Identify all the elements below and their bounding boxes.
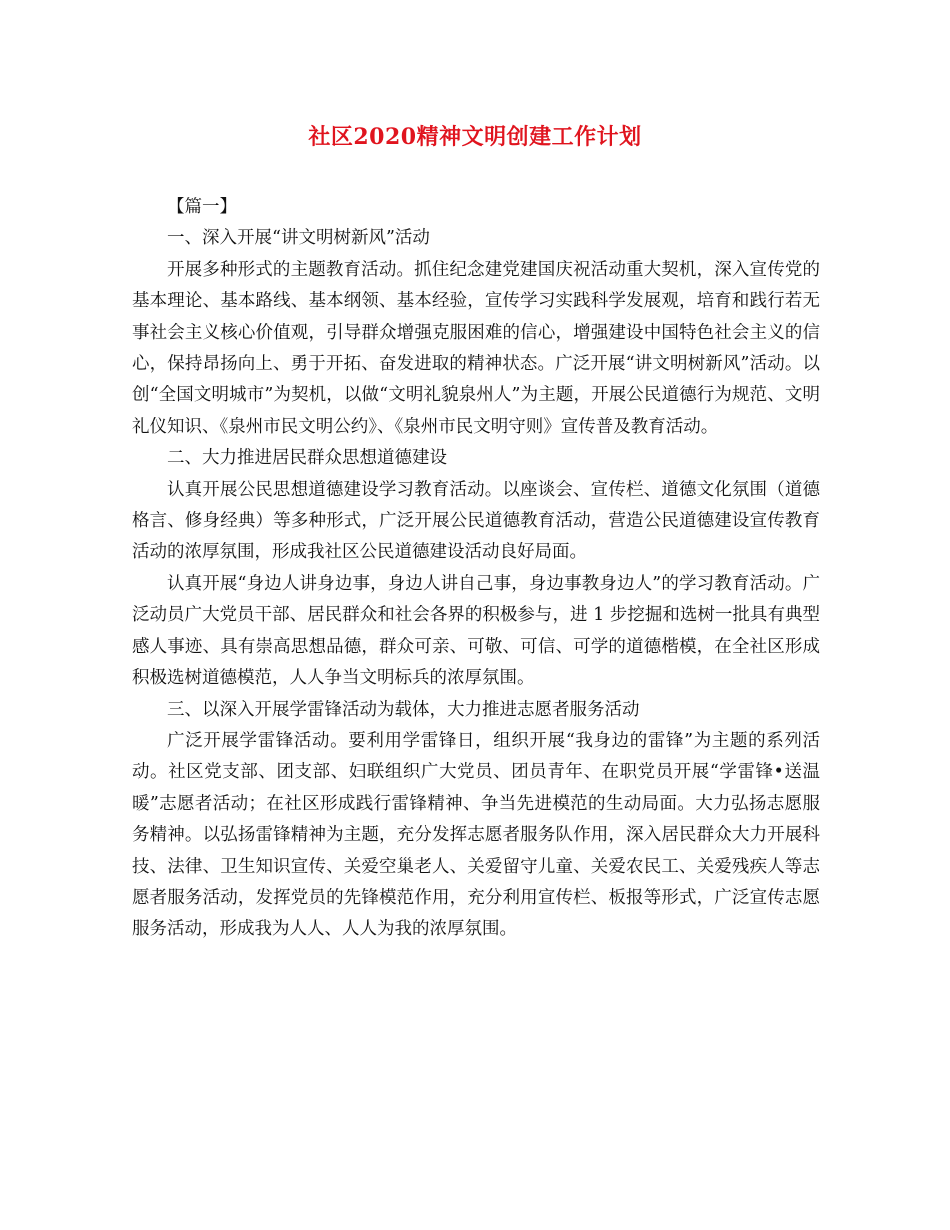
- heading-3: 三、以深入开展学雷锋活动为载体，大力推进志愿者服务活动: [167, 699, 640, 720]
- paragraph-1: 开展多种形式的主题教育活动。抓住纪念建党建国庆祝活动重大契机，深入宣传党的基本理论、基本路线、基本纲领、基本经验，宣传学习实践科学发展观，培育和践行若无事社会主义核心价值观，引导群众增强克服困难的信心，增强建设中国特色社会主义的信心，保持昂扬向上、勇于开拓、奋发进取的精神状态。广泛开展“讲文明树新风”活动。以创“全国文明城市”为契机，以做“文明礼貌泉州人”为主题，开展公民道德行为规范、文明礼仪知识、《泉州市民文明公约》、《泉州市民文明守则》宣传普及教育活动。: [132, 259, 820, 437]
- paragraph-2: 认真开展公民思想道德建设学习教育活动。以座谈会、宣传栏、道德文化氛围（道德格言、修身经典）等多种形式，广泛开展公民道德教育活动，营造公民道德建设宣传教育活动的浓厚氛围，形成我社区公民道德建设活动良好局面。: [132, 479, 820, 563]
- paragraph-4: 广泛开展学雷锋活动。要利用学雷锋日，组织开展“我身边的雷锋”为主题的系列活动。社区党支部、团支部、妇联组织广大党员、团员青年、在职党员开展“学雷锋•送温暖”志愿者活动；在社区形成践行雷锋精神、争当先进模范的生动局面。大力弘扬志愿服务精神。以弘扬雷锋精神为主题，充分发挥志愿者服务队作用，深入居民群众大力开展科技、法律、卫生知识宣传、关爱空巢老人、关爱留守儿童、关爱农民工、关爱残疾人等志愿者服务活动，发挥党员的先锋模范作用，充分利用宣传栏、板报等形式，广泛宣传志愿服务活动，形成我为人人、人人为我的浓厚氛围。: [132, 730, 820, 940]
- heading-2: 二、大力推进居民群众思想道德建设: [167, 448, 447, 469]
- heading-1: 一、深入开展“讲文明树新风”活动: [167, 228, 430, 249]
- paragraph-3: 认真开展“身边人讲身边事，身边人讲自己事，身边事教身边人”的学习教育活动。广泛动员广大党员干部、居民群众和社会各界的积极参与，进 1 步挖掘和选树一批具有典型感人事迹、具有崇高思想品德，群众可亲、可敬、可信、可学的道德楷模，在全社区形成积极选树道德模范，人人争当文明标兵的浓厚氛围。: [132, 573, 820, 689]
- document-title: 社区2020精神文明创建工作计划: [308, 124, 642, 150]
- section-label: 【篇一】: [167, 197, 237, 217]
- document-body: [132, 192, 820, 946]
